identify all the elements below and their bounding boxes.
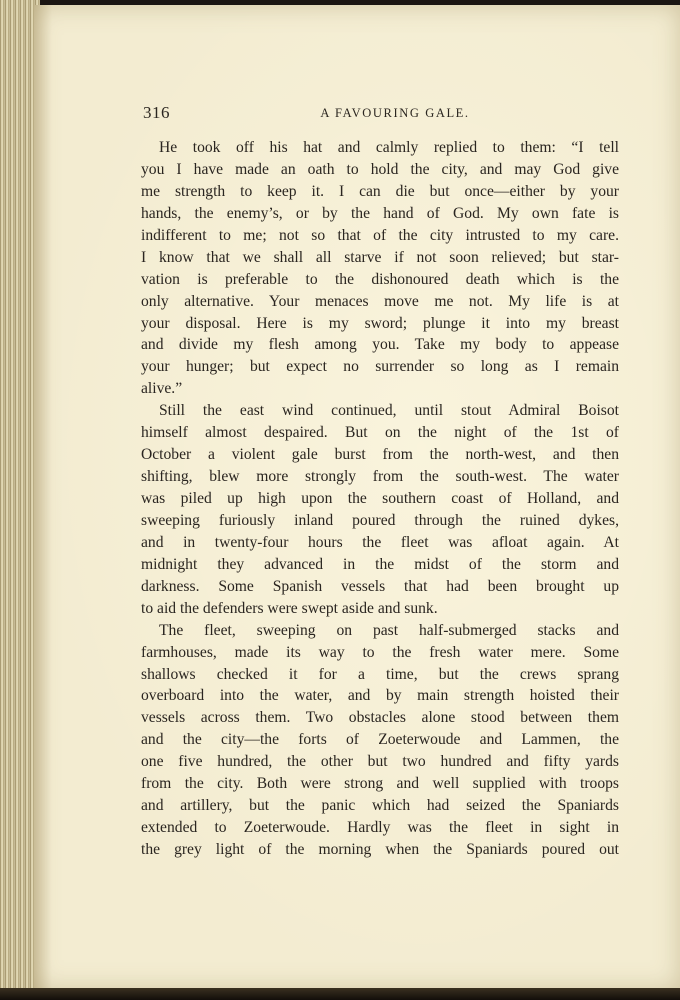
text-line: indifferent to me; not so that of the city intrusted to my care. [141, 226, 619, 244]
text-line: overboard into the water, and by main strength hoisted their [141, 687, 619, 705]
page-number: 316 [143, 103, 170, 122]
text-line: darkness. Some Spanish vessels that had been brought up [141, 577, 619, 595]
text-line: you I have made an oath to hold the city, and may God give [141, 160, 619, 178]
text-line: and in twenty-four hours the fleet was afloat again. At [141, 533, 619, 551]
running-head [143, 103, 619, 127]
text-line: Still the east wind continued, until stout Admiral Boisot [159, 402, 619, 420]
body-text [141, 137, 619, 861]
text-line: farmhouses, made its way to the fresh water mere. Some [141, 643, 619, 661]
text-line: vessels across them. Two obstacles alone stood between them [141, 709, 619, 727]
paragraph [141, 620, 619, 861]
text-line: your hunger; but expect no surrender so long as I remain [141, 358, 619, 376]
text-line: himself almost despaired. But on the night of the 1st of [141, 424, 619, 442]
text-line: and divide my flesh among you. Take my body to appease [141, 336, 619, 354]
text-line: was piled up high upon the southern coast of Holland, and [141, 490, 619, 507]
text-line: October a violent gale burst from the north-west, and then [141, 446, 619, 464]
paragraph [141, 400, 619, 619]
text-line: hands, the enemy’s, or by the hand of God. My own fate is [141, 204, 619, 222]
text-line: to aid the defenders were swept aside and sunk. [141, 599, 438, 617]
text-line: He took off his hat and calmly replied to them: “I tell [159, 139, 619, 156]
text-line: midnight they advanced in the midst of the storm and [141, 555, 619, 573]
text-line: the grey light of the morning when the Spaniards poured out [141, 841, 619, 858]
text-line: me strength to keep it. I can die but once—either by your [141, 182, 619, 200]
text-line: extended to Zoeterwoude. Hardly was the fleet in sight in [141, 819, 619, 837]
text-line: The fleet, sweeping on past half-submerged stacks and [159, 621, 619, 639]
text-line: and the city—the forts of Zoeterwoude and Lammen, the [141, 731, 619, 749]
text-line: sweeping furiously inland poured through the ruined dykes, [141, 511, 619, 529]
text-line: one five hundred, the other but two hundred and fifty yards [141, 753, 619, 771]
text-line: your disposal. Here is my sword; plunge it into my breast [141, 314, 619, 332]
text-line: shifting, blew more strongly from the south-west. The water [141, 468, 619, 486]
text-line: and artillery, but the panic which had seized the Spaniards [141, 797, 619, 815]
text-line: from the city. Both were strong and well supplied with troops [141, 775, 619, 793]
text-line: alive.” [141, 380, 183, 398]
paragraph [141, 137, 619, 400]
text-line: shallows checked it for a time, but the crews sprang [141, 665, 619, 683]
text-line: only alternative. Your menaces move me not. My life is at [141, 292, 619, 310]
text-line: vation is preferable to the dishonoured death which is the [141, 270, 619, 288]
book-bottom-edge [0, 988, 680, 1000]
running-title: A FAVOURING GALE. [320, 106, 470, 120]
text-line: I know that we shall all starve if not soon relieved; but star- [141, 248, 619, 266]
